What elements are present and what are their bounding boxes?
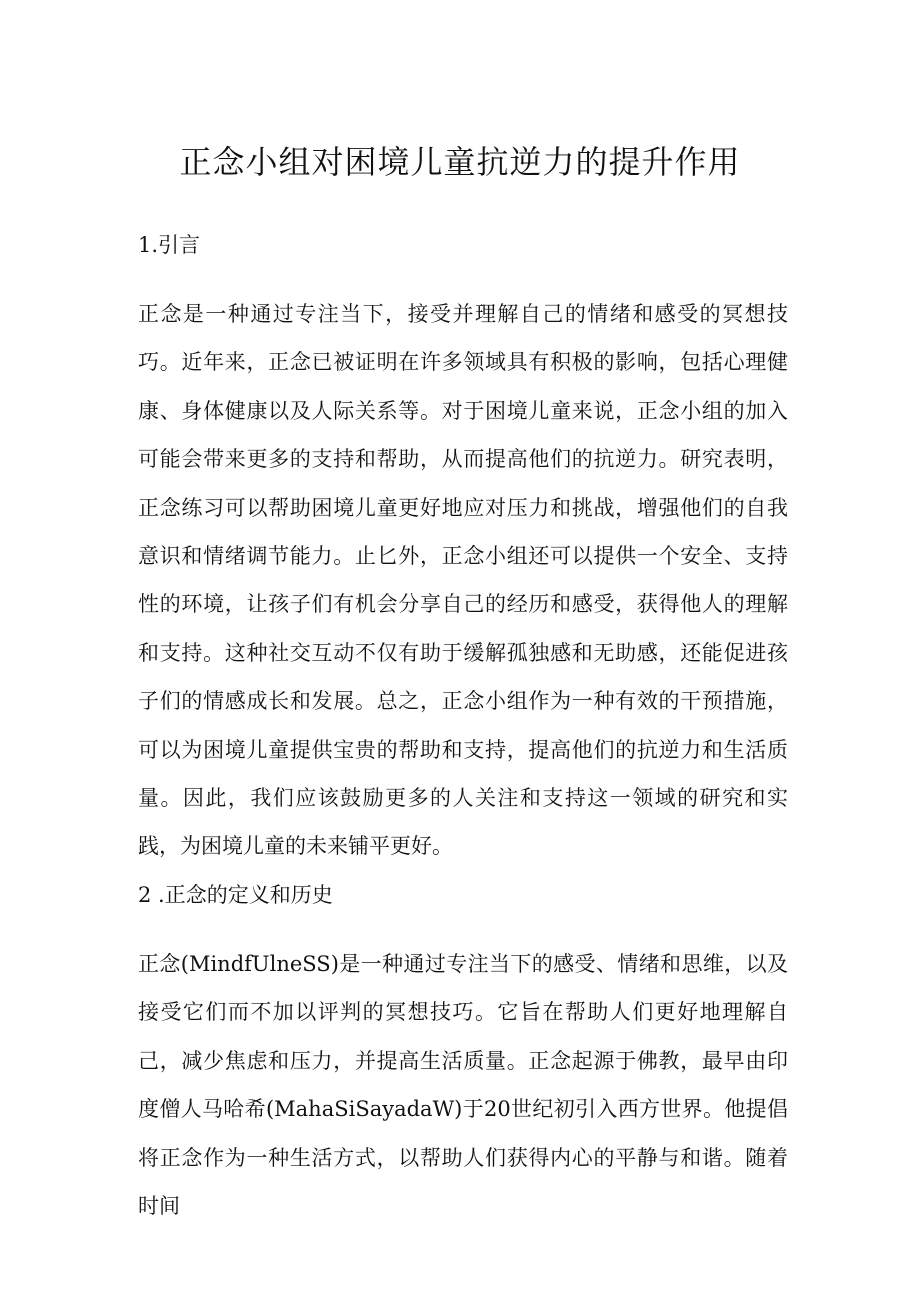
document-title: 正念小组对困境儿童抗逆力的提升作用	[179, 143, 741, 181]
section-heading-introduction: 1.引言	[138, 233, 201, 257]
section-paragraph-introduction: 正念是一种通过专注当下，接受并理解自己的情绪和感受的冥想技巧。近年来，正念已被证明在许多领域具有积极的影响，包括心理健康、身体健康以及人际关系等。对于困境儿童来说，正念小组的加入可能会带来更多的支持和帮助，从而提高他们的抗逆力。研究表明，正念练习可以帮助困境儿童更好地应对压力和挑战，增强他们的自我意识和情绪调节能力。止匕外，正念小组还可以提供一个安全、支持性的环境，让孩子们有机会分享自己的经历和感受，获得他人的理解和支持。这种社交互动不仅有助于缓解孤独感和无助感，还能促进孩子们的情感成长和发展。总之，正念小组作为一种有效的干预措施，可以为困境儿童提供宝贵的帮助和支持，提高他们的抗逆力和生活质量。因此，我们应该鼓励更多的人关注和支持这一领域的研究和实践，为困境儿童的未来铺平更好。	[138, 302, 788, 859]
section-heading-definition-history: 2 .正念的定义和历史	[138, 883, 333, 907]
section-paragraph-definition-history: 正念(MindfUlneSS)是一种通过专注当下的感受、情绪和思维，以及接受它们而不加以评判的冥想技巧。它旨在帮助人们更好地理解自己，减少焦虑和压力，并提高生活质量。正念起源于佛教，最早由印度僧人马哈希(MahaSiSayadaW)于20世纪初引入西方世界。他提倡将正念作为一种生活方式，以帮助人们获得内心的平静与和谐。随着时间	[138, 952, 788, 1219]
